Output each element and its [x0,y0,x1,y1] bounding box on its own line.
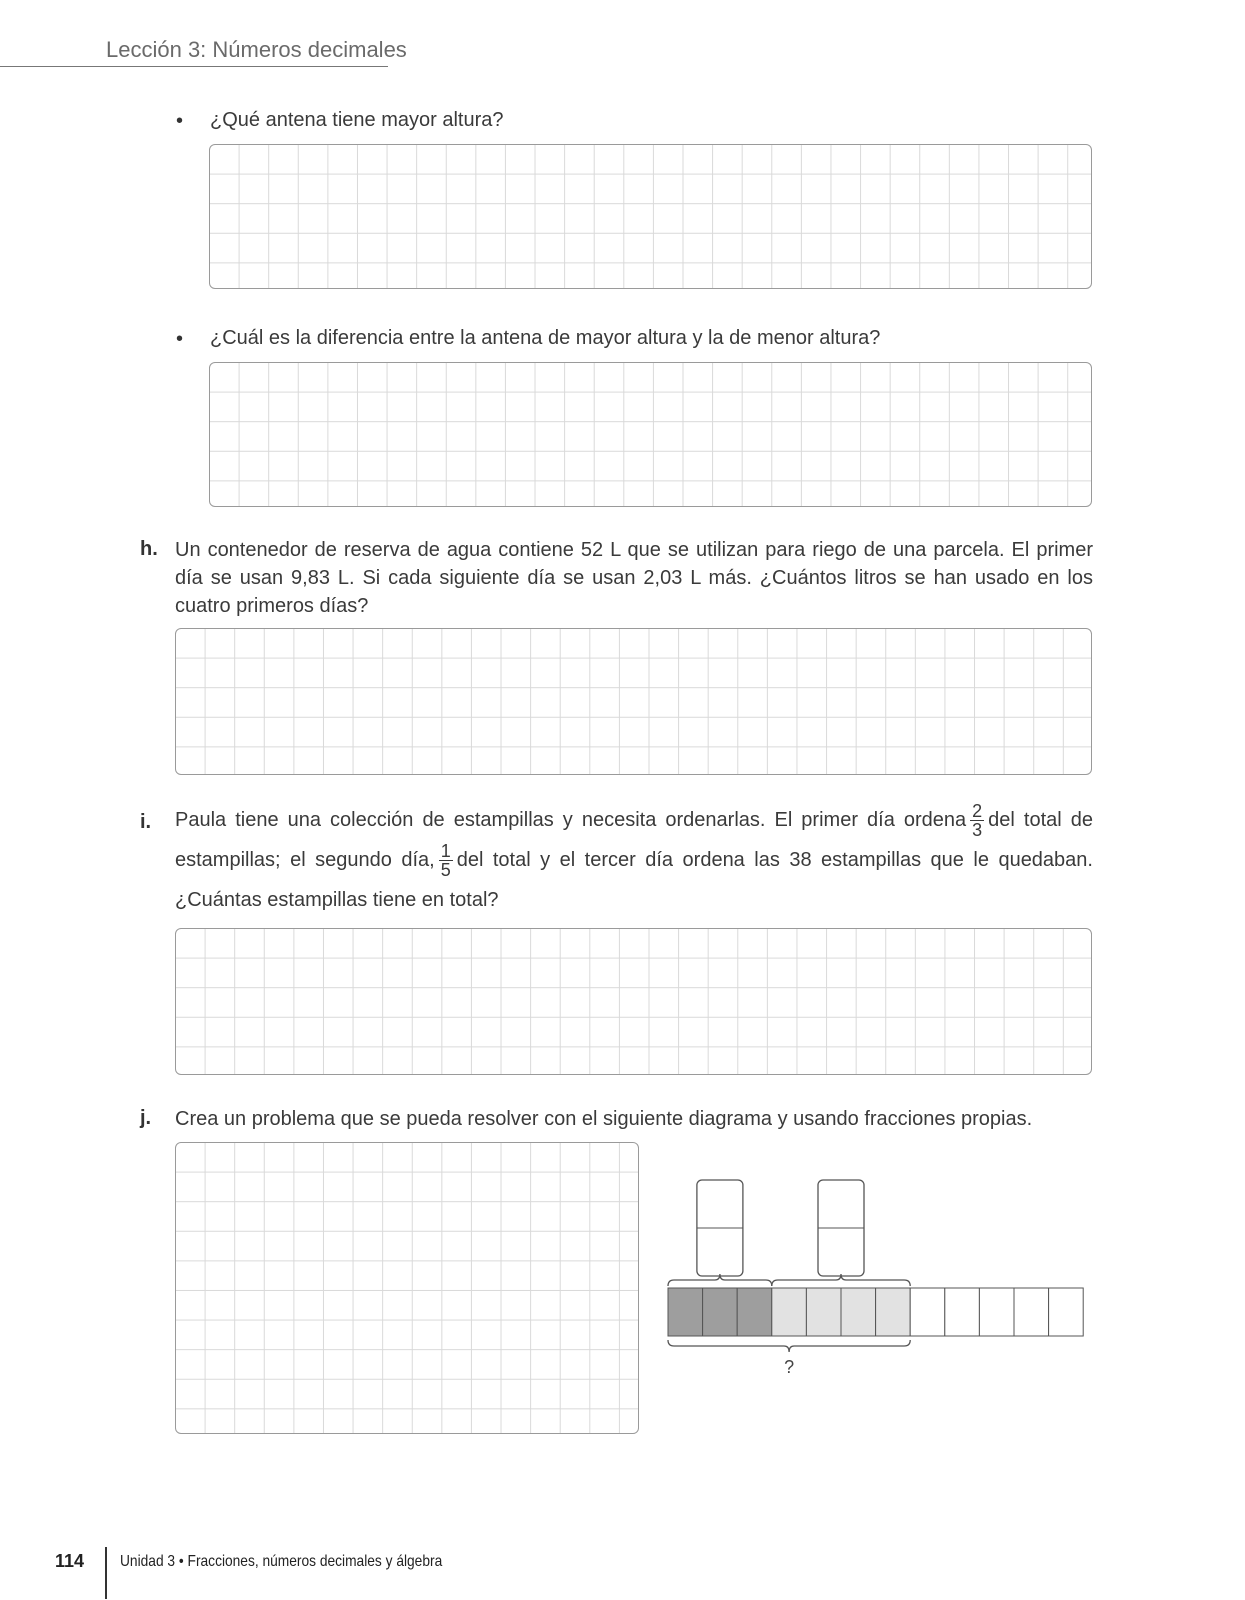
bar-segment [841,1288,876,1336]
lesson-title: Lección 3: Números decimales [106,37,407,62]
bullet: • [176,328,184,350]
bar-segment [1014,1288,1049,1336]
unit-title: Unidad 3 • Fracciones, números decimales y álgebra [120,1553,443,1570]
bar-segment [772,1288,807,1336]
bar-segment [703,1288,738,1336]
bar-segment [945,1288,980,1336]
brace [668,1340,910,1352]
question-text: ¿Cuál es la diferencia entre la antena de mayor altura y la de menor altura? [210,327,881,349]
bar-segment [910,1288,945,1336]
fraction-blanks [697,1180,864,1276]
question-text-part: del total y el tercer día ordena las 38 estampillas que le quedaban. ¿Cuántas estampillas tiene en total? [175,849,1093,911]
question-letter: j. [140,1107,152,1129]
bar-segment [737,1288,772,1336]
question-text-part: del total de estampillas; el segundo día, [175,809,1093,871]
answer-grid[interactable] [175,1142,639,1434]
page-number: 114 [55,1551,85,1571]
answer-grid[interactable] [209,144,1092,289]
question-text [175,800,1093,920]
fraction-denominator: 5 [440,860,451,881]
question-text: ¿Qué antena tiene mayor altura? [210,109,504,131]
bar-segment [668,1288,703,1336]
question-text-part: Paula tiene una colección de estampillas y necesita ordenarlas. El primer día ordena [175,809,967,831]
fraction [970,802,984,839]
fraction-denominator: 3 [972,820,983,841]
footer-divider [105,1547,107,1599]
answer-grid[interactable] [175,928,1092,1075]
bar-segment [1049,1288,1084,1336]
brace [772,1274,910,1286]
question-letter: i. [140,811,152,833]
question-letter: h. [140,538,158,560]
answer-grid[interactable] [209,362,1092,507]
fraction-bar-diagram [660,1172,1090,1387]
fraction-bar [668,1288,1083,1336]
answer-grid[interactable] [175,628,1092,775]
fraction [439,842,453,879]
fraction-numerator: 2 [972,801,983,822]
header-divider [0,66,388,67]
bar-segment [979,1288,1014,1336]
question-text: Crea un problema que se pueda resolver con el siguiente diagrama y usando fracciones propias. [175,1108,1033,1130]
bar-segment [876,1288,911,1336]
question-mark-label: ? [784,1357,795,1377]
fraction-numerator: 1 [440,841,451,862]
brace [668,1274,772,1286]
question-text: Un contenedor de reserva de agua contiene 52 L que se utilizan para riego de una parcela. El primer día se usan 9,83 L. Si cada siguiente día se usan 2,03 L más. ¿Cuántos litros se han usado en los cuatro primeros días? [175,539,1093,617]
bar-segment [806,1288,841,1336]
bullet: • [176,110,184,132]
